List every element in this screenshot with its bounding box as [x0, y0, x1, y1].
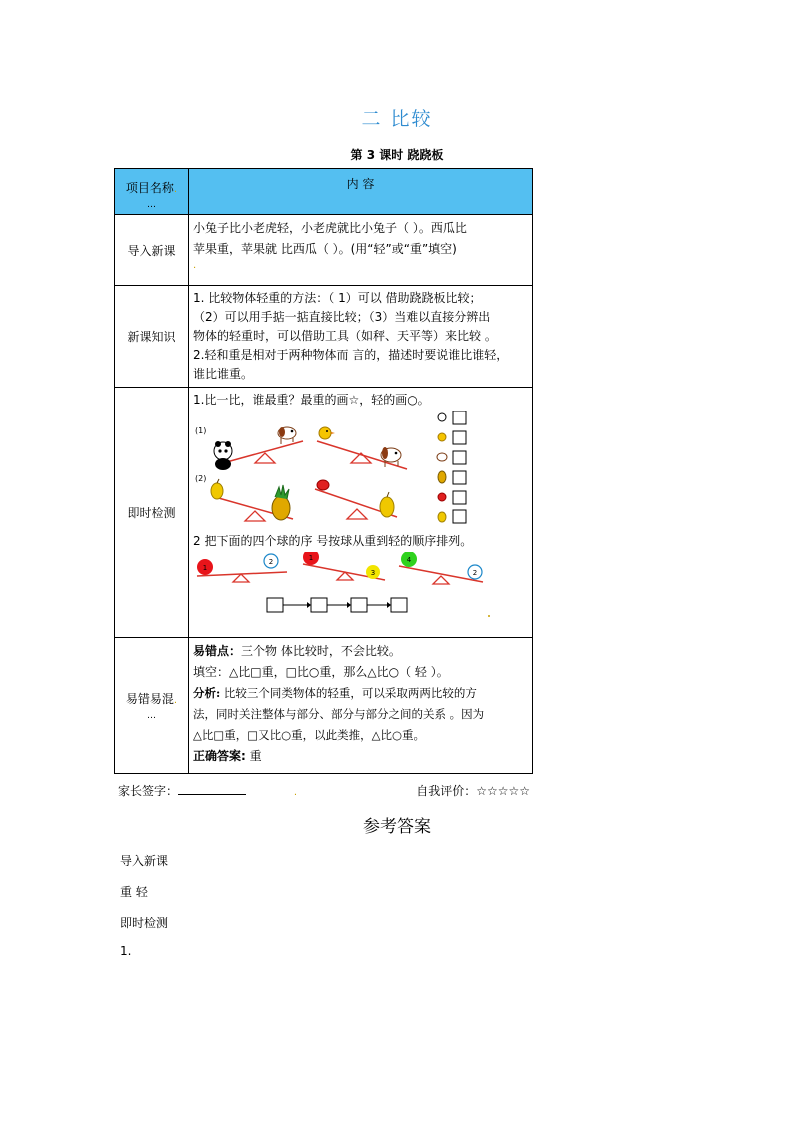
row-label-intro: 导入新课: [115, 215, 189, 286]
ball-label: 1: [202, 564, 208, 572]
chick-icon: [319, 427, 335, 439]
self-eval: 自我评价：☆☆☆☆☆: [416, 784, 530, 798]
ball-label: 1: [308, 554, 314, 562]
column-header-content: 内 容: [189, 169, 533, 215]
ball-seesaw-illustration: [193, 552, 529, 620]
strawberry-icon: [317, 480, 329, 490]
lesson-title: 二 比较: [361, 108, 433, 130]
row-label-check: 即时检测: [115, 388, 189, 638]
answer-boxes[interactable]: [437, 411, 466, 523]
pear-icon: [211, 479, 223, 499]
seesaw-illustration-q1: [193, 411, 529, 529]
seesaw-fulcrum-4: [347, 509, 367, 519]
row-content-knowledge: 1. 比较物体轻重的方法：（ 1）可以 借助跷跷板比较； （2）可以用手掂一掂直接比较；（3）当难以直接分辨出 物体的轻重时，可以借助工具（如秤、天平等）来比较 。 2.轻和重是相对于两种物体而 言的，描述时要说谁比谁轻， 谁比谁重。: [189, 286, 533, 388]
answer-section-1: 导入新课: [120, 854, 169, 868]
label-2: (2): [195, 474, 207, 483]
seesaw-fulcrum-b1: [233, 574, 249, 582]
answer-title: 参考答案: [363, 817, 431, 837]
seesaw-fulcrum-1: [255, 453, 275, 463]
column-header-item: 项目名称. …: [115, 169, 189, 215]
row-content-mistake: 易错点：三个物 体比较时，不会比较。 填空：△比□重，□比○重，那么△比○（ 轻 ）。 分析: 比较三个同类物体的轻重，可以采取两两比较的方 法，同时关注整体与部分、部分与部分之间的关系 。因为 △比□重，□又比○重，以此类推，△比○重。 正确答案: 重: [189, 638, 533, 774]
seesaw-pictures-q1: [193, 411, 528, 529]
row-label-knowledge: 新课知识: [115, 286, 189, 388]
ball-label: 2: [268, 558, 274, 566]
lesson-table: [114, 168, 533, 774]
seesaw-plank-1: [223, 441, 303, 463]
parent-sign-line[interactable]: [178, 784, 246, 795]
footer: 家长签字： . 自我评价：☆☆☆☆☆: [118, 784, 530, 798]
ball-label: 4: [406, 556, 412, 564]
pear-icon: [380, 492, 394, 517]
ball-label: 2: [472, 569, 478, 577]
label-1: (1): [195, 426, 207, 435]
answer-section-2-value: 1.: [120, 944, 132, 958]
answer-section-2: 即时检测: [120, 916, 169, 930]
seesaw-fulcrum-b3: [433, 576, 449, 584]
seesaw-fulcrum-3: [245, 511, 265, 521]
order-answer-boxes[interactable]: [267, 598, 407, 612]
dog-icon: [278, 427, 296, 444]
ball-label: 3: [370, 569, 376, 577]
row-content-intro: 小兔子比小老虎轻，小老虎就比小兔子（ ）。西瓜比 苹果重，苹果就 比西瓜（ ）。(用“轻”或“重”填空) .: [189, 215, 533, 286]
answer-section-1-value: 重 轻: [120, 885, 148, 899]
row-content-check: 1.比一比，谁最重？最重的画☆，轻的画○。 (1) (2) 2 把下面的四个球的序 号按球从重到轻的顺序排列。 1 2 1 3 4 2: [189, 388, 533, 638]
pineapple-icon: [272, 485, 290, 520]
panda-icon: [214, 441, 232, 470]
row-label-mistake: 易错易混. …: [115, 638, 189, 774]
lesson-subtitle: 第 3 课时 跷跷板: [350, 148, 444, 162]
ball-seesaws-q2: [193, 552, 528, 620]
